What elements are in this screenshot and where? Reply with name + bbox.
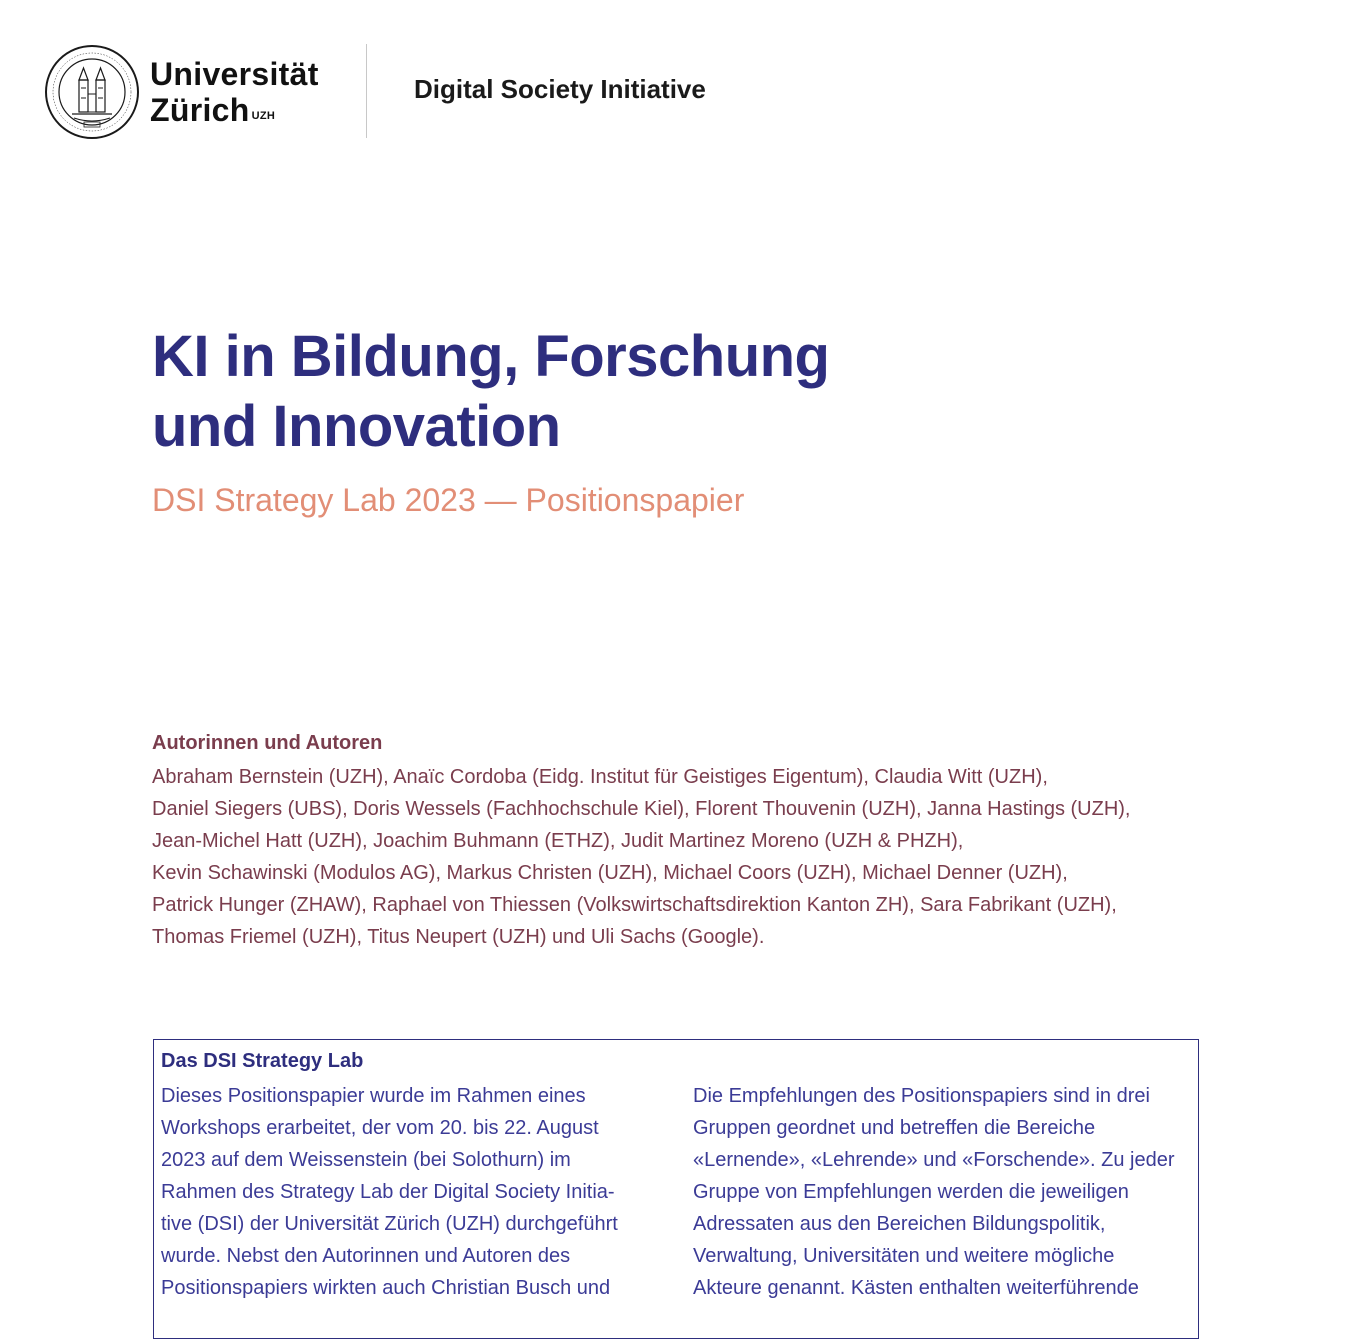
document-title — [152, 322, 830, 462]
university-seal-logo — [44, 44, 140, 140]
box-text-line: «Lernende», «Lehrende» und «Forschende». Zu jeder — [693, 1149, 1175, 1171]
university-name-line2: Zürich — [150, 92, 250, 128]
university-abbreviation: UZH — [251, 110, 276, 122]
box-text-line: Verwaltung, Universitäten und weitere mögliche — [693, 1245, 1115, 1267]
authors-line: Abraham Bernstein (UZH), Anaïc Cordoba (Eidg. Institut für Geistiges Eigentum), Claudia Witt (UZH), — [152, 766, 1048, 788]
box-text-line: Positionspapiers wirkten auch Christian Busch und — [161, 1277, 611, 1299]
box-heading: Das DSI Strategy Lab — [161, 1050, 364, 1072]
box-text-line: Workshops erarbeitet, der vom 20. bis 22. August — [161, 1117, 599, 1139]
strategy-lab-box — [153, 1039, 1199, 1339]
box-text-line: Die Empfehlungen des Positionspapiers sind in drei — [693, 1085, 1150, 1107]
box-text-line: Akteure genannt. Kästen enthalten weiterführende — [693, 1277, 1139, 1299]
box-text-line: wurde. Nebst den Autorinnen und Autoren des — [161, 1245, 571, 1267]
authors-line: Jean-Michel Hatt (UZH), Joachim Buhmann (ETHZ), Judit Martinez Moreno (UZH & PHZH), — [152, 830, 964, 852]
title-line: KI in Bildung, Forschung — [152, 324, 830, 389]
box-text-line: Rahmen des Strategy Lab der Digital Society Initia- — [161, 1181, 615, 1203]
box-text-line: Gruppen geordnet und betreffen die Bereiche — [693, 1117, 1096, 1139]
box-text-line: Gruppe von Empfehlungen werden die jeweiligen — [693, 1181, 1129, 1203]
box-right-column — [693, 1080, 1174, 1304]
header-divider — [366, 44, 367, 138]
university-name-line1: Universität — [150, 56, 319, 92]
box-text-line: Dieses Positionspapier wurde im Rahmen eines — [161, 1085, 586, 1107]
authors-list — [152, 761, 1131, 953]
box-text-line: tive (DSI) der Universität Zürich (UZH) durchgeführt — [161, 1213, 618, 1235]
title-line: und Innovation — [152, 394, 561, 459]
authors-line: Daniel Siegers (UBS), Doris Wessels (Fachhochschule Kiel), Florent Thouvenin (UZH), Janna Hastings (UZH), — [152, 798, 1131, 820]
document-subtitle: DSI Strategy Lab 2023 — Positionspapier — [152, 482, 745, 518]
university-name — [150, 56, 319, 128]
authors-heading: Autorinnen und Autoren — [152, 732, 383, 754]
initiative-name: Digital Society Initiative — [414, 74, 706, 104]
page-header — [44, 44, 744, 140]
box-text-line: 2023 auf dem Weissenstein (bei Solothurn) im — [161, 1149, 571, 1171]
authors-line: Patrick Hunger (ZHAW), Raphael von Thiessen (Volkswirtschaftsdirektion Kanton ZH), Sara Fabrikant (UZH), — [152, 894, 1117, 916]
authors-line: Thomas Friemel (UZH), Titus Neupert (UZH) und Uli Sachs (Google). — [152, 926, 765, 948]
box-left-column — [161, 1080, 618, 1304]
box-text-line: Adressaten aus den Bereichen Bildungspolitik, — [693, 1213, 1106, 1235]
authors-line: Kevin Schawinski (Modulos AG), Markus Christen (UZH), Michael Coors (UZH), Michael Denner (UZH), — [152, 862, 1068, 884]
